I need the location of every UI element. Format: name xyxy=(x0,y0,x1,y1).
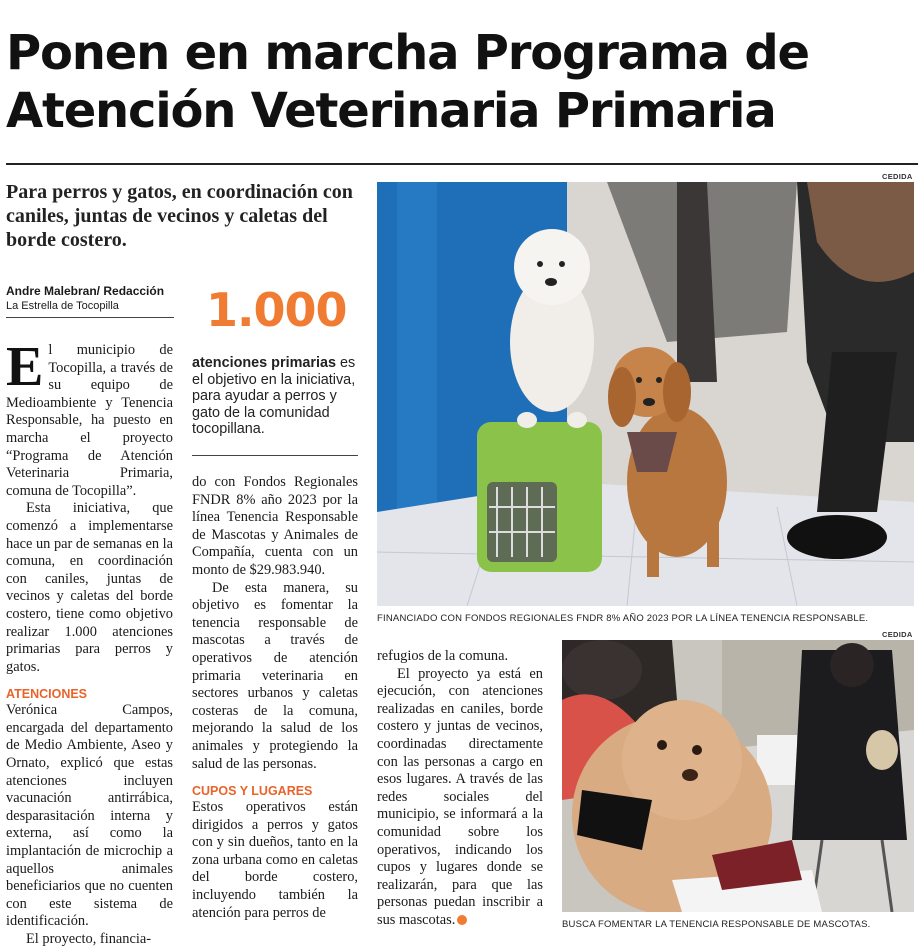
byline-author: Andre Malebran/ Redacción xyxy=(6,284,165,298)
photo-caption-1: FINANCIADO CON FONDOS REGIONALES FNDR 8% AÑO 2023 POR LA LÍNEA TENENCIA RESPONSABLE. xyxy=(377,613,869,624)
headline xyxy=(6,24,918,140)
headline-line-2: Atención Veterinaria Primaria xyxy=(6,83,776,139)
paragraph xyxy=(377,666,543,930)
section-heading-atenciones: ATENCIONES xyxy=(6,687,88,702)
photo-dogs-carrier xyxy=(377,182,914,606)
photo-credit-2: CEDIDA xyxy=(882,630,913,639)
paragraph-text: l municipio de Tocopilla, a través de su equipo de Medioambiente y Tenencia Responsable, ha puesto en marcha el proyecto “Programa de Atención Veterinaria Primaria, comuna de Tocopilla”. xyxy=(6,342,173,499)
byline-rule xyxy=(6,317,174,318)
paragraph: Verónica Campos, encargada del departamento de Medio Ambiente, Aseo y Ornato, explicó que estas atenciones incluyen vacunación antirrábica, desparasitación interna y externa, así como la implantación de microchip a aquellos animales beneficiarios que no cuenten con este sistema de identificación. xyxy=(6,702,173,930)
subhead: Para perros y gatos, en coordinación con caniles, juntas de vecinos y caletas del borde costero. xyxy=(6,181,353,251)
paragraph: refugios de la comuna. xyxy=(377,648,509,664)
paragraph: Esta iniciativa, que comenzó a implementarse hace un par de semanas en la comuna, en coordinación con caniles, juntas de vecinos y caletas del borde costero, tiene como objetivo realizar 1.000 atenciones primarias para perros y gatos. xyxy=(6,500,174,675)
headline-line-1: Ponen en marcha Programa de xyxy=(6,25,809,81)
byline-source: La Estrella de Tocopilla xyxy=(6,300,119,312)
paragraph: El proyecto, financia- xyxy=(26,931,152,947)
callout-rest: es el objetivo en la iniciativa, para ayudar a perros y gato de la comunidad tocopillana. xyxy=(192,355,356,437)
paragraph: do con Fondos Regionales FNDR 8% año 2023 por la línea Tenencia Responsable de Mascotas y Animales de Compañía, cuenta con un monto de $29.983.940. xyxy=(192,474,358,578)
paragraph: Estos operativos están dirigidos a perros y gatos con y sin dueños, tanto en la zona urbana como en caletas del borde costero, incluyendo también la atención para perros de xyxy=(192,799,358,921)
paragraph-text: El proyecto ya está en ejecución, con atenciones realizadas en caniles, borde costero y juntas de vecinos, coordinadas directamente con las personas a cargo en esos lugares. A través de las redes sociales del municipio, se informará a la comunidad sobre los operativos, indicando los cupos y lugares donde se realizarán, para que las personas puedan inscribir a sus mascotas. xyxy=(377,665,543,928)
article-column-1 xyxy=(6,336,174,949)
callout-bold: atenciones primarias xyxy=(192,355,336,371)
photo-poodle-community xyxy=(562,640,914,912)
paragraph xyxy=(6,336,173,500)
photo-credit-1: CEDIDA xyxy=(882,172,913,181)
end-mark-icon xyxy=(457,915,467,925)
callout-rule xyxy=(192,455,358,456)
photo-dogs-carrier-illustration xyxy=(377,182,914,606)
paragraph: De esta manera, su objetivo es fomentar la tenencia responsable de mascotas a través de operativos de atención primaria veterinaria en sectores urbanos y caletas costeras de la comuna, mejorando la salud de los animales y protegiendo la salud de las personas. xyxy=(192,579,358,772)
article-column-2 xyxy=(192,474,358,922)
headline-rule xyxy=(6,163,918,165)
callout-number: 1.000 xyxy=(206,283,347,337)
drop-cap: E xyxy=(6,336,44,398)
photo-caption-2: BUSCA FOMENTAR LA TENENCIA RESPONSABLE DE MASCOTAS. xyxy=(562,919,871,930)
article-column-3 xyxy=(377,648,543,930)
byline xyxy=(6,284,176,313)
section-heading-cupos: CUPOS Y LUGARES xyxy=(192,784,313,799)
callout-text xyxy=(192,355,360,438)
photo-poodle-community-illustration xyxy=(562,640,914,912)
